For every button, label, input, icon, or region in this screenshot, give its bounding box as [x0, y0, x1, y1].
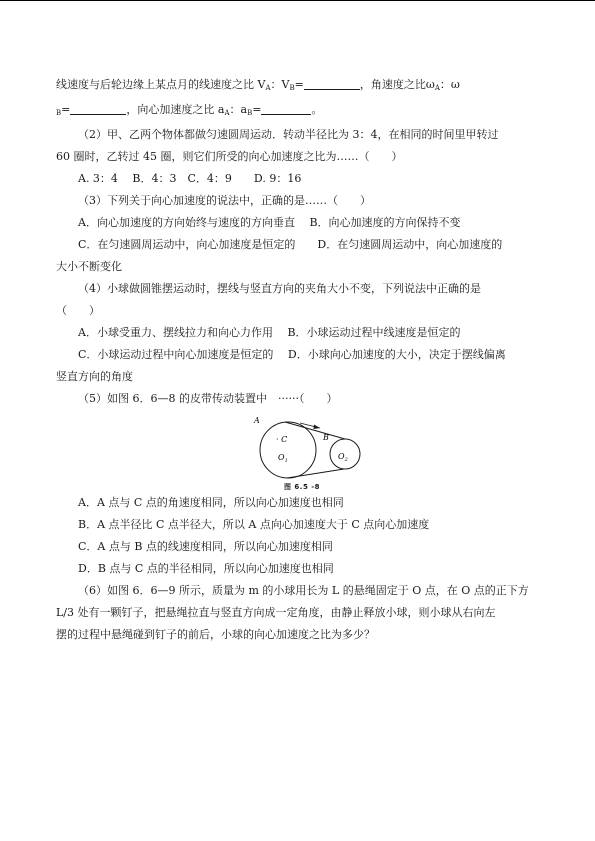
- text: ，向心加速度之比 a: [126, 103, 225, 116]
- q2-stem-2: 60 圈时，乙转过 45 圈，则它们所受的向心加速度之比为……（ ）: [56, 150, 403, 163]
- q6-line-3: 摆的过程中悬绳碰到钉子的前后，小球的向心加速度之比为多少？: [56, 628, 375, 641]
- label-o2: [338, 452, 348, 463]
- subscript: A: [434, 84, 440, 92]
- label-o1: [278, 453, 288, 464]
- q4-stem-2: （ ）: [56, 304, 100, 317]
- text: ：ω: [439, 78, 460, 91]
- text: =: [294, 78, 304, 91]
- answer-blank-acceleration[interactable]: [261, 102, 311, 115]
- text: =: [61, 103, 71, 116]
- top-border-line: [0, 0, 595, 1]
- q5-option-c: C．A 点与 B 点的线速度相同，所以向心加速度相同: [78, 540, 333, 553]
- label-c: · C: [276, 435, 288, 444]
- belt-drive-diagram: [252, 410, 372, 482]
- direction-arrow-head: [314, 425, 321, 430]
- q1-line-2: [56, 99, 540, 124]
- label-o1-sub: 1: [284, 458, 288, 464]
- q5-option-b: B．A 点半径比 C 点半径大，所以 A 点向心加速度大于 C 点向心加速度: [78, 518, 430, 531]
- q5-option-a: A．A 点与 C 点的角速度相同，所以向心加速度也相同: [78, 496, 344, 509]
- q5-option-d: D．B 点与 C 点的半径相同，所以向心加速度也相同: [78, 562, 334, 575]
- figure-caption: 图 6.5 -8: [284, 483, 321, 491]
- q4-options-cd-2: 竖直方向的角度: [56, 370, 133, 383]
- text: ：a: [229, 103, 248, 116]
- q2-stem-1: （2）甲、乙两个物体都做匀速圆周运动．转动半径比为 3：4，在相同的时间里甲转过: [78, 128, 499, 141]
- document-content: [56, 74, 540, 646]
- answer-blank-velocity[interactable]: [304, 77, 360, 90]
- text: 线速度与后轮边缘上某点月的线速度之比 V: [56, 78, 266, 91]
- belt-drive-figure: [56, 410, 540, 492]
- q1-line-1: [56, 74, 540, 99]
- q2-options: A. 3：4 B．4：3 C．4：9 D. 9：16: [78, 172, 302, 185]
- q6-line-2: L/3 处有一颗钉子，把悬绳拉直与竖直方向成一定角度，由静止释放小球，则小球从右向左: [56, 606, 496, 619]
- q3-options-cd-1: C．在匀速圆周运动中，向心加速度是恒定的 D．在匀速圆周运动中，向心加速度的: [78, 238, 503, 251]
- subscript: A: [265, 84, 271, 92]
- label-o2-letter: O: [338, 452, 345, 461]
- q3-stem: （3）下列关于向心加速度的说法中，正确的是……（ ）: [78, 194, 371, 207]
- belt-bottom: [287, 469, 344, 478]
- subscript: B: [56, 109, 62, 117]
- belt-top: [285, 422, 345, 439]
- q4-options-ab: A．小球受重力、摆线拉力和向心力作用 B．小球运动过程中线速度是恒定的: [78, 326, 461, 339]
- text: ，角速度之比ω: [359, 78, 435, 91]
- text: 。: [311, 103, 323, 116]
- label-o1-letter: O: [278, 453, 285, 462]
- text: =: [252, 103, 262, 116]
- small-wheel: [330, 439, 360, 469]
- subscript: B: [289, 84, 295, 92]
- q5-stem: （5）如图 6．6—8 的皮带传动装置中 ······（ ）: [78, 392, 338, 405]
- subscript: B: [247, 109, 253, 117]
- subscript: A: [224, 109, 230, 117]
- label-b: B: [323, 433, 329, 442]
- q3-options-cd-2: 大小不断变化: [56, 260, 122, 273]
- answer-blank-angular[interactable]: [70, 102, 126, 115]
- q6-line-1: （6）如图 6．6—9 所示，质量为 m 的小球用长为 L 的悬绳固定于 O 点，在 O 点的正下方: [78, 584, 529, 597]
- q4-options-cd-1: C．小球运动过程中向心加速度是恒定的 D．小球向心加速度的大小，决定于摆线偏离: [78, 348, 506, 361]
- label-a: A: [254, 416, 260, 425]
- q4-stem-1: （4）小球做圆锥摆运动时，摆线与竖直方向的夹角大小不变，下列说法中正确的是: [78, 282, 481, 295]
- label-o2-sub: 2: [344, 457, 348, 463]
- large-wheel: [260, 422, 316, 478]
- text: ：V: [270, 78, 290, 91]
- q3-options-ab: A．向心加速度的方向始终与速度的方向垂直 B．向心加速度的方向保持不变: [78, 216, 461, 229]
